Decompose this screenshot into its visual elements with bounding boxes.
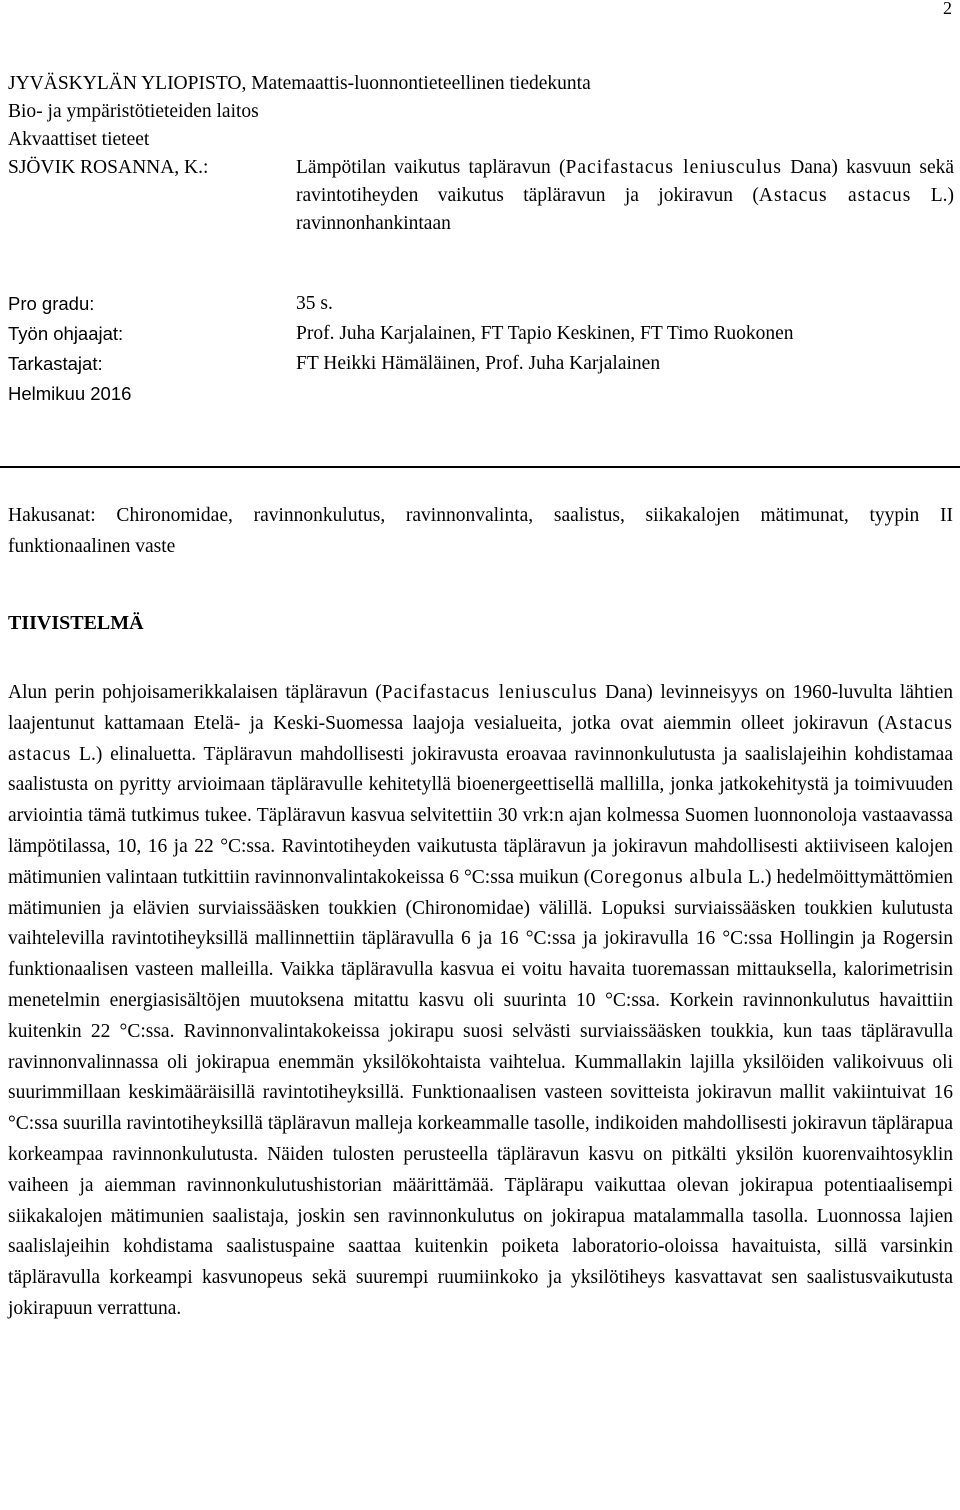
abstract-heading: TIIVISTELMÄ — [8, 612, 144, 634]
program-line: Akvaattiset tieteet — [8, 129, 150, 150]
abstract-text: Dana) levinneisyys on 1960-luvulta lähtien laajentunut kattamaan Etelä- ja Keski-Suomessa laajoja vesialueita, jotka ovat aiemmin olleet jokiravun ( — [8, 682, 953, 734]
date-label: Helmikuu 2016 — [8, 383, 132, 404]
pro-gradu-pages: 35 s. — [296, 293, 333, 314]
thesis-metadata — [8, 289, 953, 409]
university-line: JYVÄSKYLÄN YLIOPISTO, Matemaattis-luonnontieteellinen tiedekunta — [8, 73, 591, 94]
species-name: Astacus astacus — [8, 712, 953, 765]
keywords: Hakusanat: Chironomidae, ravinnonkulutus, ravinnonvalinta, saalistus, siikakalojen mätimunat, tyypin II funktionaalinen vaste — [8, 505, 953, 557]
species-name: Pacifastacus leniusculus — [381, 682, 598, 703]
abstract-text: Alun perin pohjoisamerikkalaisen täpläravun ( — [8, 682, 382, 703]
supervisors-value: Prof. Juha Karjalainen, FT Tapio Keskinen, FT Timo Ruokonen — [296, 323, 794, 344]
date-row — [8, 379, 953, 409]
reviewers-row — [8, 349, 953, 379]
species-name: Pacifastacus leniusculus — [565, 157, 782, 178]
thesis-title-part: Lämpötilan vaikutus tapläravun ( — [296, 157, 566, 178]
author-name: SJÖVIK ROSANNA, K.: — [8, 157, 209, 178]
department-line: Bio- ja ympäristötieteiden laitos — [8, 101, 259, 122]
pro-gradu-row — [8, 289, 953, 319]
horizontal-divider — [0, 466, 960, 468]
thesis-title-row — [8, 154, 953, 238]
document-header — [8, 70, 953, 238]
pro-gradu-label: Pro gradu: — [8, 293, 95, 314]
page-number: 2 — [943, 0, 952, 18]
reviewers-value: FT Heikki Hämäläinen, Prof. Juha Karjalainen — [296, 353, 661, 374]
abstract-text: L.) hedelmöittymättömien mätimunien ja elävien surviaissääsken toukkien (Chironomidae) välillä. Lopuksi surviaissääsken toukkien kulutusta vaihtelevilla ravintotiheyksillä mallinnettiin täpläravulla 6 ja 16 °C:ssa ja jokiravulla 16 °C:ssa Hollingin ja Rogersin funktionaalisen vasteen malleilla. Vaikka täpläravulla kasvua ei voitu havaita tuoremassan mittauksella, kalorimetrisin menetelmin energiasisältöjen muutoksena mitattu kasvu oli suurinta 10 °C:ssa. Korkein ravinnonkulutus havaittiin kuitenkin 22 °C:ssa. Ravinnonvalintakokeissa jokirapu suosi selvästi surviaissääsken toukkia, kun taas täpläravulla ravinnonvalinnassa oli jokirapua enemmän yksilökohtaista vaihtelua. Kummallakin lajilla yksilöiden valikoivuus oli suurimmillaan keskimääräisillä ravintotiheyksillä. Funktionaalisen vasteen sovitteista jokiravun mallit vakiintuivat 16 °C:ssa suurilla ravintotiheyksillä täpläravun malleja korkeammalle tasolle, indikoiden mahdollisesti jokiravun täplärapua korkeampaa ravinnonkulutusta. Näiden tulosten perusteella täpläravun kasvu on pitkälti yksilön kuorenvaihtosyklin vaiheen ja aiemman ravinnonkulutushistorian määrittämää. Täplärapu vaikuttaa olevan jokirapua potentiaalisempi siikakalojen mätimunien saalistaja, joskin sen ravinnonkulutus on jokirapua matalammalla tasolla. Luonnossa lajien saalislajeihin kohdistama saalistuspaine saattaa kuitenkin poiketa laboratorio-oloissa havaituista, sillä varsinkin täpläravulla korkeampi kasvunopeus sekä suurempi ruumiinkoko ja yksilötiheys kasvattavat sen saalistusvaikutusta jokirapuun verrattuna. — [8, 866, 953, 1319]
thesis-title-part: L.) ravinnonhankintaan — [296, 185, 954, 234]
abstract-text: L.) elinaluetta. Täpläravun mahdollisesti jokiravusta eroavaa ravinnonkulutusta ja saalislajeihin kohdistamaa saalistusta on pyritty arvioimaan täpläravulle kehitetyllä bioenergeettisellä mallilla, jonka jatkokehitystä ja toimivuuden arviointia tämä tutkimus tukee. Täpläravun kasvua selvitettiin 30 vrk:n ajan kolmessa Suomen luonnonoloja vastaavassa lämpötilassa, 10, 16 ja 22 °C:ssa. Ravintotiheyden vaikutusta täpläravun ja jokiravun mahdollisesti aktiiviseen kalojen mätimunien valintaan tutkittiin ravinnonvalintakokeissa 6 °C:ssa muikun ( — [8, 743, 953, 888]
species-name: Coregonus albula — [590, 866, 744, 888]
abstract-body — [8, 678, 953, 1325]
reviewers-label: Tarkastajat: — [8, 353, 103, 374]
thesis-title-part: Dana) kasvuun sekä ravintotiheyden vaikutus täpläravun ja jokiravun ( — [296, 157, 954, 206]
supervisors-label: Työn ohjaajat: — [8, 323, 124, 344]
thesis-title — [296, 154, 954, 238]
species-name: Astacus astacus — [758, 185, 912, 206]
supervisors-row — [8, 319, 953, 349]
